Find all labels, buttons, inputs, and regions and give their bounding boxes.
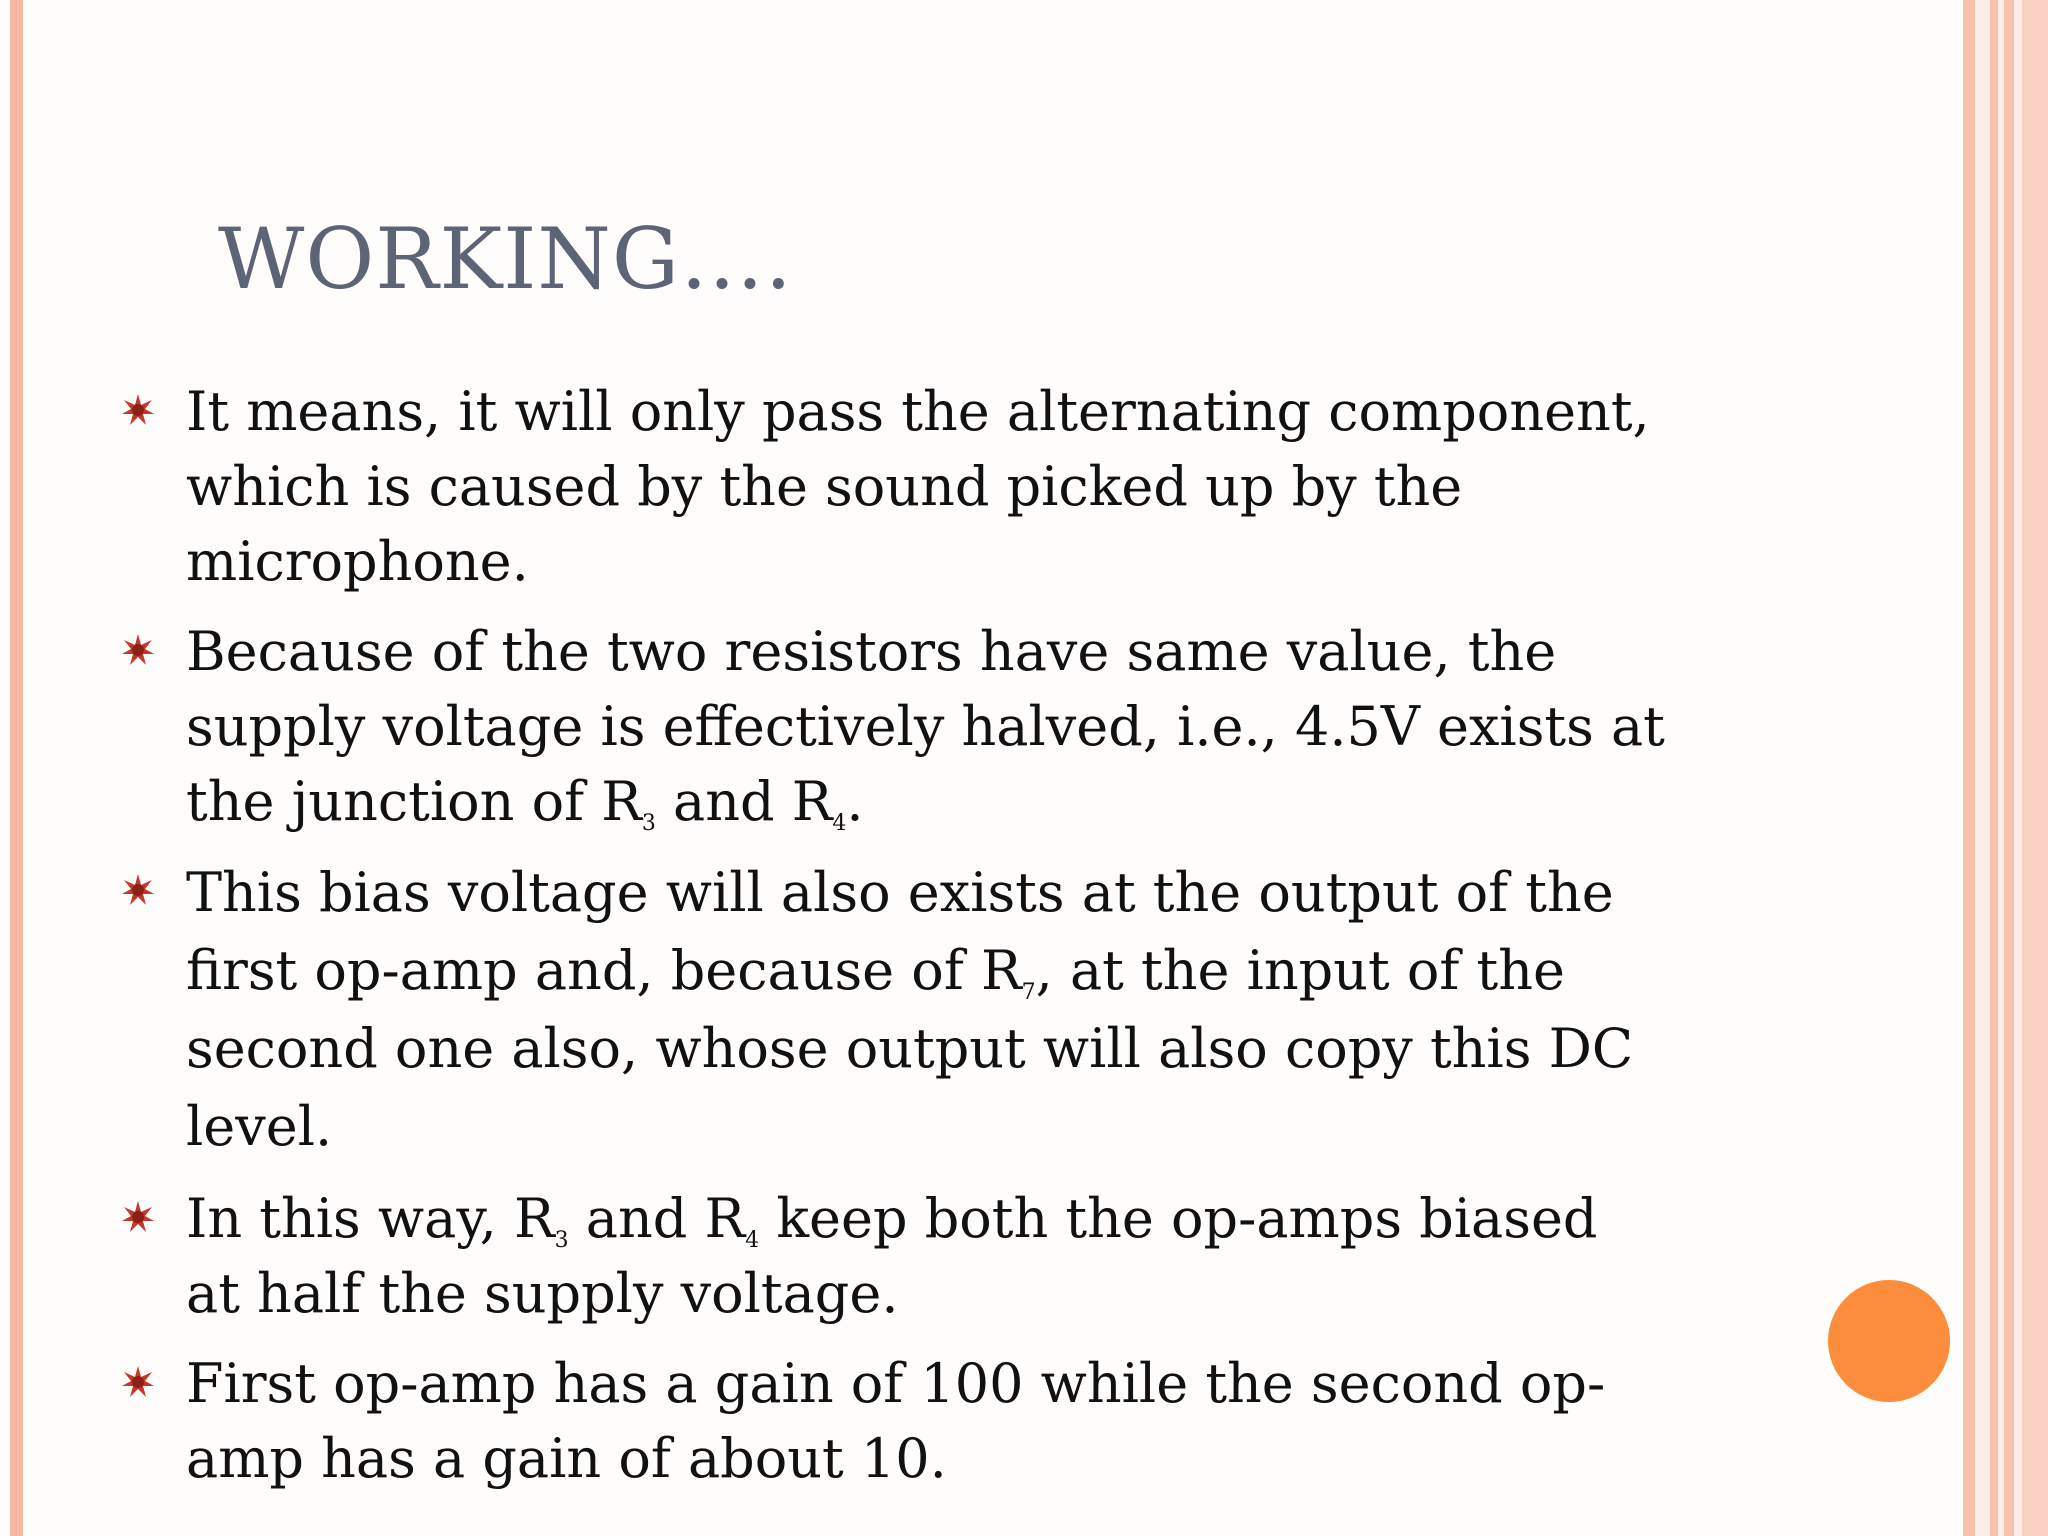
right-border-stripe (2022, 0, 2048, 1536)
starburst-bullet-icon (120, 872, 156, 908)
slide-title: WORKING…. (218, 210, 793, 308)
text-segment: In this way, R (186, 1187, 555, 1250)
left-border-stripe (10, 0, 23, 1536)
bullet-item (120, 1346, 1760, 1496)
bullet-line: First op-amp has a gain of 100 while the second op- (186, 1352, 1606, 1415)
text-segment: keep both the op-amps biased (759, 1187, 1598, 1250)
bullet-line: level. (186, 1095, 333, 1158)
bullet-item (120, 374, 1760, 599)
bullet-line: second one also, whose output will also copy this DC (186, 1017, 1634, 1080)
bullet-line: microphone. (186, 530, 529, 593)
decorative-orange-circle (1828, 1280, 1950, 1402)
bullet-line: It means, it will only pass the alternating component, (186, 380, 1650, 443)
text-segment: and R (568, 1187, 746, 1250)
text-segment: the junction of R (186, 770, 642, 833)
text-segment: and R (655, 770, 833, 833)
bullet-line: supply voltage is effectively halved, i.e., 4.5V exists at (186, 695, 1665, 758)
bullet-line (186, 764, 1760, 839)
bullet-line (186, 1181, 1760, 1256)
subscript: 3 (641, 811, 656, 836)
bullet-line: at half the supply voltage. (186, 1262, 899, 1325)
subscript: 7 (1021, 980, 1036, 1005)
bullet-line: Because of the two resistors have same value, the (186, 620, 1557, 683)
starburst-bullet-icon (120, 392, 156, 428)
starburst-bullet-icon (120, 1364, 156, 1400)
bullet-item (120, 854, 1760, 1166)
subscript: 3 (554, 1228, 569, 1253)
subscript: 4 (745, 1228, 760, 1253)
bullet-line: amp has a gain of about 10. (186, 1427, 947, 1490)
right-border-stripe (2004, 0, 2014, 1536)
bullet-line: This bias voltage will also exists at the output of the (186, 861, 1614, 924)
text-segment: . (846, 770, 864, 833)
bullet-item (120, 614, 1760, 839)
right-border-stripe (1990, 0, 1998, 1536)
bullet-line: which is caused by the sound picked up by the (186, 455, 1463, 518)
bullet-item (120, 1181, 1760, 1331)
bullet-line (186, 932, 1760, 1010)
bullet-list (120, 374, 1760, 1511)
starburst-bullet-icon (120, 632, 156, 668)
text-segment: , at the input of the (1035, 939, 1565, 1002)
subscript: 4 (832, 811, 847, 836)
text-segment: first op-amp and, because of R (186, 939, 1022, 1002)
right-border-stripe (1963, 0, 1975, 1536)
starburst-bullet-icon (120, 1199, 156, 1235)
